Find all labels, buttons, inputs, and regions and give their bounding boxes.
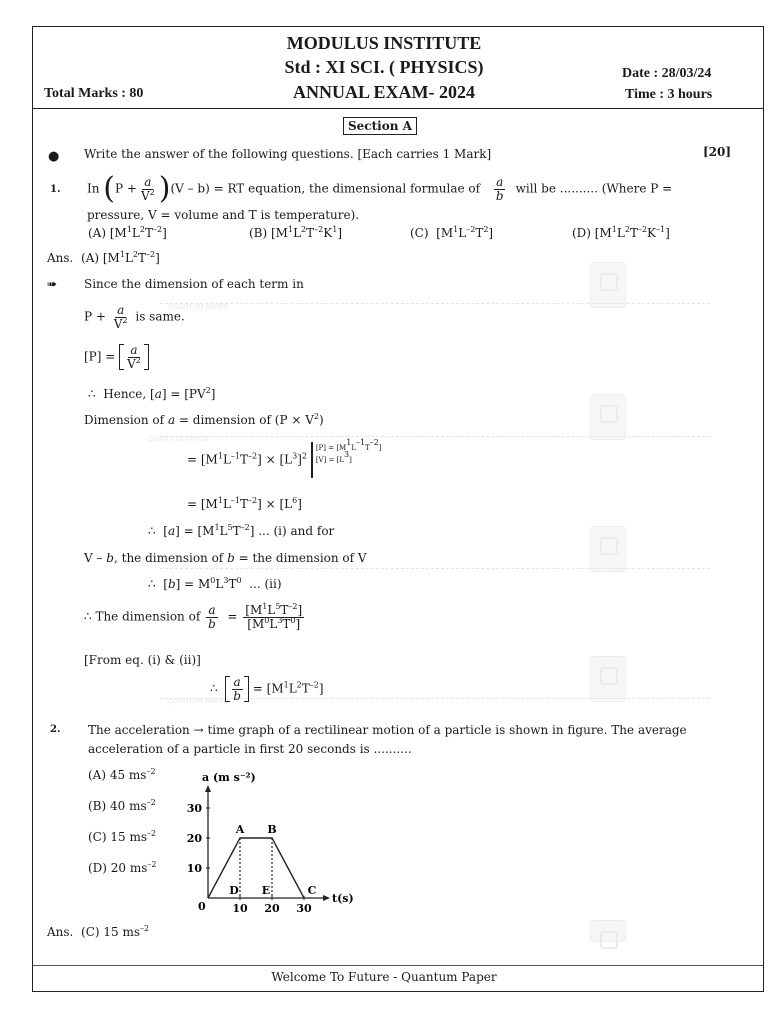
watermark-logo-icon (590, 920, 626, 942)
y-tick-label: 20 (186, 832, 202, 845)
watermark-text: QUANTUM PAPER (168, 698, 229, 705)
footer-divider (33, 965, 763, 966)
series-line (208, 838, 304, 898)
solution-dim-a: Dimension of a = dimension of $(P \times V^2)$ (84, 412, 324, 427)
watermark-line (160, 303, 710, 304)
section-marks: [20] (703, 145, 732, 159)
solution-final: ∴ $\frac{a}{b}$ = $[M^1L^2T^{-2}]$ (210, 675, 324, 703)
y-axis-label: a (m s⁻²) (202, 771, 256, 784)
institute-name: MODULUS INSTITUTE (286, 33, 482, 53)
y-tick-label: 30 (186, 802, 202, 815)
q1-option-d: (D) $[M^1L^2T^{-2}K^{-1}]$ (572, 225, 670, 240)
point-label: D (229, 884, 239, 897)
y-tick-label: 10 (186, 862, 202, 875)
q2-line1: The acceleration → time graph of a rectilinear motion of a particle is shown in figure. The average (88, 723, 687, 737)
solution-vb: V – b, the dimension of b = the dimension of V (84, 551, 367, 565)
arrow-icon: ➠ (47, 277, 58, 291)
q2-option-b: (B) 40 $ms^{-2}$ (88, 798, 156, 813)
q2-option-c: (C) 15 $ms^{-2}$ (88, 829, 157, 844)
total-marks: Total Marks : 80 (44, 86, 144, 101)
q2-option-a: (A) 45 $ms^{-2}$ (88, 767, 156, 782)
solution-step3: ∴ $[a] = [M^1L^5T^{-2}]$ ... (i) and for (148, 523, 335, 538)
q1-text-mid: (V – b) = RT equation, the dimensional formulae of (170, 181, 481, 196)
q1-line2: pressure, V = volume and T is temperature). (87, 208, 360, 222)
x-tick-label: 30 (296, 902, 312, 915)
solution-p-eq: [P] = $\frac{a}{V^2}$ (84, 344, 149, 370)
section-label: Section A (343, 117, 417, 135)
q1-text-in: In (87, 181, 100, 196)
watermark-logo-icon (590, 656, 626, 702)
watermark-text: QUANTUM PAPER (168, 304, 229, 311)
q1-answer: Ans. (A) $[M^1L^2T^{-2}]$ (47, 250, 160, 265)
q1-option-c: (C) $[M^1L^{-2}T^2]$ (410, 225, 494, 240)
page-border (32, 26, 764, 992)
watermark-line (160, 436, 710, 437)
watermark-line (160, 568, 710, 569)
question-number: 2. (50, 724, 61, 735)
q1-option-a: (A) $[M^1L^2T^{-2}]$ (88, 225, 167, 240)
q1-option-b: (B) $[M^1L^2T^{-2}K^1]$ (249, 225, 342, 240)
solution-step2: = $[M^1L^{-1}T^{-2}] \times [L^6]$ (187, 496, 302, 511)
point-label: A (235, 823, 245, 836)
bullet-icon: ● (48, 149, 60, 164)
header-divider (33, 108, 763, 109)
q2-answer: Ans. (C) 15 $ms^{-2}$ (47, 924, 150, 939)
section-instruction: Write the answer of the following questions. [Each carries 1 Mark] (84, 147, 492, 161)
watermark-logo-icon (590, 526, 626, 572)
x-axis-arrow-icon (323, 895, 330, 901)
origin-label: 0 (198, 900, 206, 913)
q2-line2: acceleration of a particle in first 20 seconds is .......... (88, 742, 412, 756)
exam-date: Date : 28/03/24 (622, 66, 712, 81)
solution-from-eq: [From eq. (i) & (ii)] (84, 653, 201, 667)
question-number: 1. (50, 184, 61, 195)
exam-title: ANNUAL EXAM- 2024 (293, 82, 475, 102)
point-label: E (261, 884, 271, 897)
solution-b: ∴ $[b] = M^0L^3T^0$ ... (ii) (148, 576, 282, 591)
q1-line1: In (P + $\frac{a}{V^2}$ )(V – b) = RT equation, the dimensional formulae of $\frac{a}{b}$ will be .......... (Where P = (87, 171, 673, 206)
x-tick-label: 10 (232, 902, 248, 915)
watermark-text: QUANTUM PAPER (148, 436, 209, 443)
solution-step1: = $[M^1L^{-1}T^{-2}] \times [L^3]^2$ $[P] = [M^1L^{-1}T^{-2}]$ $[V] = [L^3]$ (187, 442, 382, 478)
watermark-logo-icon (590, 262, 626, 308)
solution-hence: ∴ Hence, $[a] = [PV^2]$ (88, 386, 216, 401)
q2-option-d: (D) 20 $ms^{-2}$ (88, 860, 157, 875)
x-axis-label: t(s) (332, 892, 354, 905)
solution-intro: Since the dimension of each term in (84, 277, 304, 291)
acceleration-time-graph (180, 756, 380, 916)
footer-text: Welcome To Future - Quantum Paper (271, 970, 497, 984)
watermark-logo-icon (590, 394, 626, 440)
section-title (343, 119, 417, 133)
standard-title: Std : XI SCI. ( PHYSICS) (284, 57, 484, 77)
point-label: B (267, 823, 277, 836)
point-label: C (307, 884, 317, 897)
x-tick-label: 20 (264, 902, 280, 915)
solution-ratio: ∴ The dimension of $\frac{a}{b}$ = $\frac{[M^1L^5T^{-2}]}{[M^0L^3T^0]}$ (84, 602, 303, 631)
exam-time: Time : 3 hours (625, 87, 713, 102)
q1-text-end: will be .......... (Where P = (515, 181, 673, 196)
y-axis-arrow-icon (205, 785, 211, 792)
solution-p-term: P + $\frac{a}{V^2}$ is same. (84, 303, 185, 331)
